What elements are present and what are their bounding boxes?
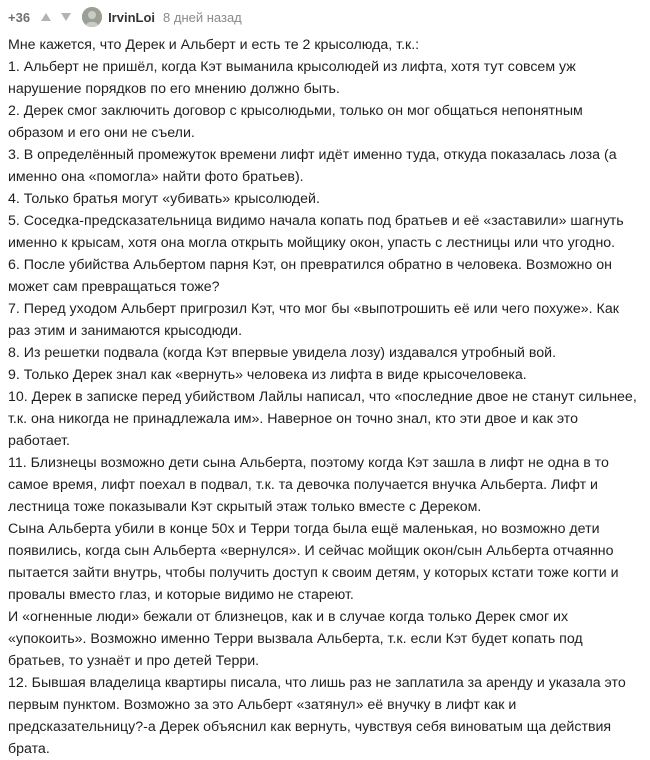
comment-line: 7. Перед уходом Альберт пригрозил Кэт, что мог бы «выпотрошить её или чего похуже». Как раз этим и занимаются крысодюди. [8, 301, 619, 339]
comment-line: 2. Дерек смог заключить договор с крысолюдьми, только он мог общаться непонятным образом и его они не съели. [8, 103, 583, 141]
comment-time[interactable]: 8 дней назад [163, 9, 242, 25]
comment-line: 10. Дерек в записке перед убийством Лайлы написал, что «последние двое не станут сильнее, т.к. она никогда не принадлежала им». Наверное он точно знал, кто эти двое и как это работает. [8, 389, 637, 449]
arrow-up-icon[interactable] [38, 9, 54, 25]
avatar[interactable] [82, 7, 102, 27]
comment-line: 11. Близнецы возможно дети сына Альберта, поэтому когда Кэт зашла в лифт не одна в то самое время, лифт поехал в подвал, т.к. та девочка получается внучка Альберта. Лифт и лестница тоже показывали Кэт скрытый этаж только вместе с Дереком. [8, 455, 609, 515]
comment-line: 5. Соседка-предсказательница видимо начала копать под братьев и её «заставили» шагнуть именно к крысам, хотя она могла открыть мойщику окон, упасть с лестницы или что угодно. [8, 213, 624, 251]
comment-body [8, 34, 642, 760]
comment-line: 1. Альберт не пришёл, когда Кэт выманила крысолюдей из лифта, хотя тут совсем уж нарушение порядков по его мнению должно быть. [8, 59, 576, 97]
comment-line: Сына Альберта убили в конце 50х и Терри тогда была ещё маленькая, но возможно дети появились, когда сын Альберта «вернулся». И сейчас мойщик окон/сын Альберта отчаянно пытается зайти внутрь, чтобы получить доступ к своим детям, у которых кстати тоже когти и провалы вместо глаз, и которые видимо не стареют. [8, 521, 619, 603]
comment-line: 9. Только Дерек знал как «вернуть» человека из лифта в виде крысочеловека. [8, 367, 527, 383]
comment-line: Мне кажется, что Дерек и Альберт и есть те 2 крысолюда, т.к.: [8, 37, 420, 53]
comment-header [8, 6, 642, 28]
arrow-down-icon[interactable] [58, 9, 74, 25]
comment-rating: +36 [8, 9, 31, 25]
comment-line: И «огненные люди» бежали от близнецов, как и в случае когда только Дерек смог их «упокоить». Возможно именно Терри вызвала Альберта, т.к. если Кэт будет копать под братьев, то узнаёт и про детей Терри. [8, 609, 583, 669]
comment-line: 12. Бывшая владелица квартиры писала, что лишь раз не заплатила за аренду и указала это первым пунктом. Возможно за это Альберт «затянул» её внучку в лифт как и предсказательницу?-а Дерек объяснил как вернуть, чувствуя себя виноватым ща действия брата. [8, 675, 626, 757]
comment-line: 6. После убийства Альбертом парня Кэт, он превратился обратно в человека. Возможно он может сам превращаться тоже? [8, 257, 612, 295]
comment-line: 8. Из решетки подвала (когда Кэт впервые увидела лозу) издавался утробный вой. [8, 345, 557, 361]
comment-line: 4. Только братья могут «убивать» крысолюдей. [8, 191, 320, 207]
comment-line: 3. В определённый промежуток времени лифт идёт именно туда, откуда показалась лоза (а именно она «помогла» найти фото братьев). [8, 147, 617, 185]
username[interactable]: IrvinLoi [108, 9, 156, 25]
